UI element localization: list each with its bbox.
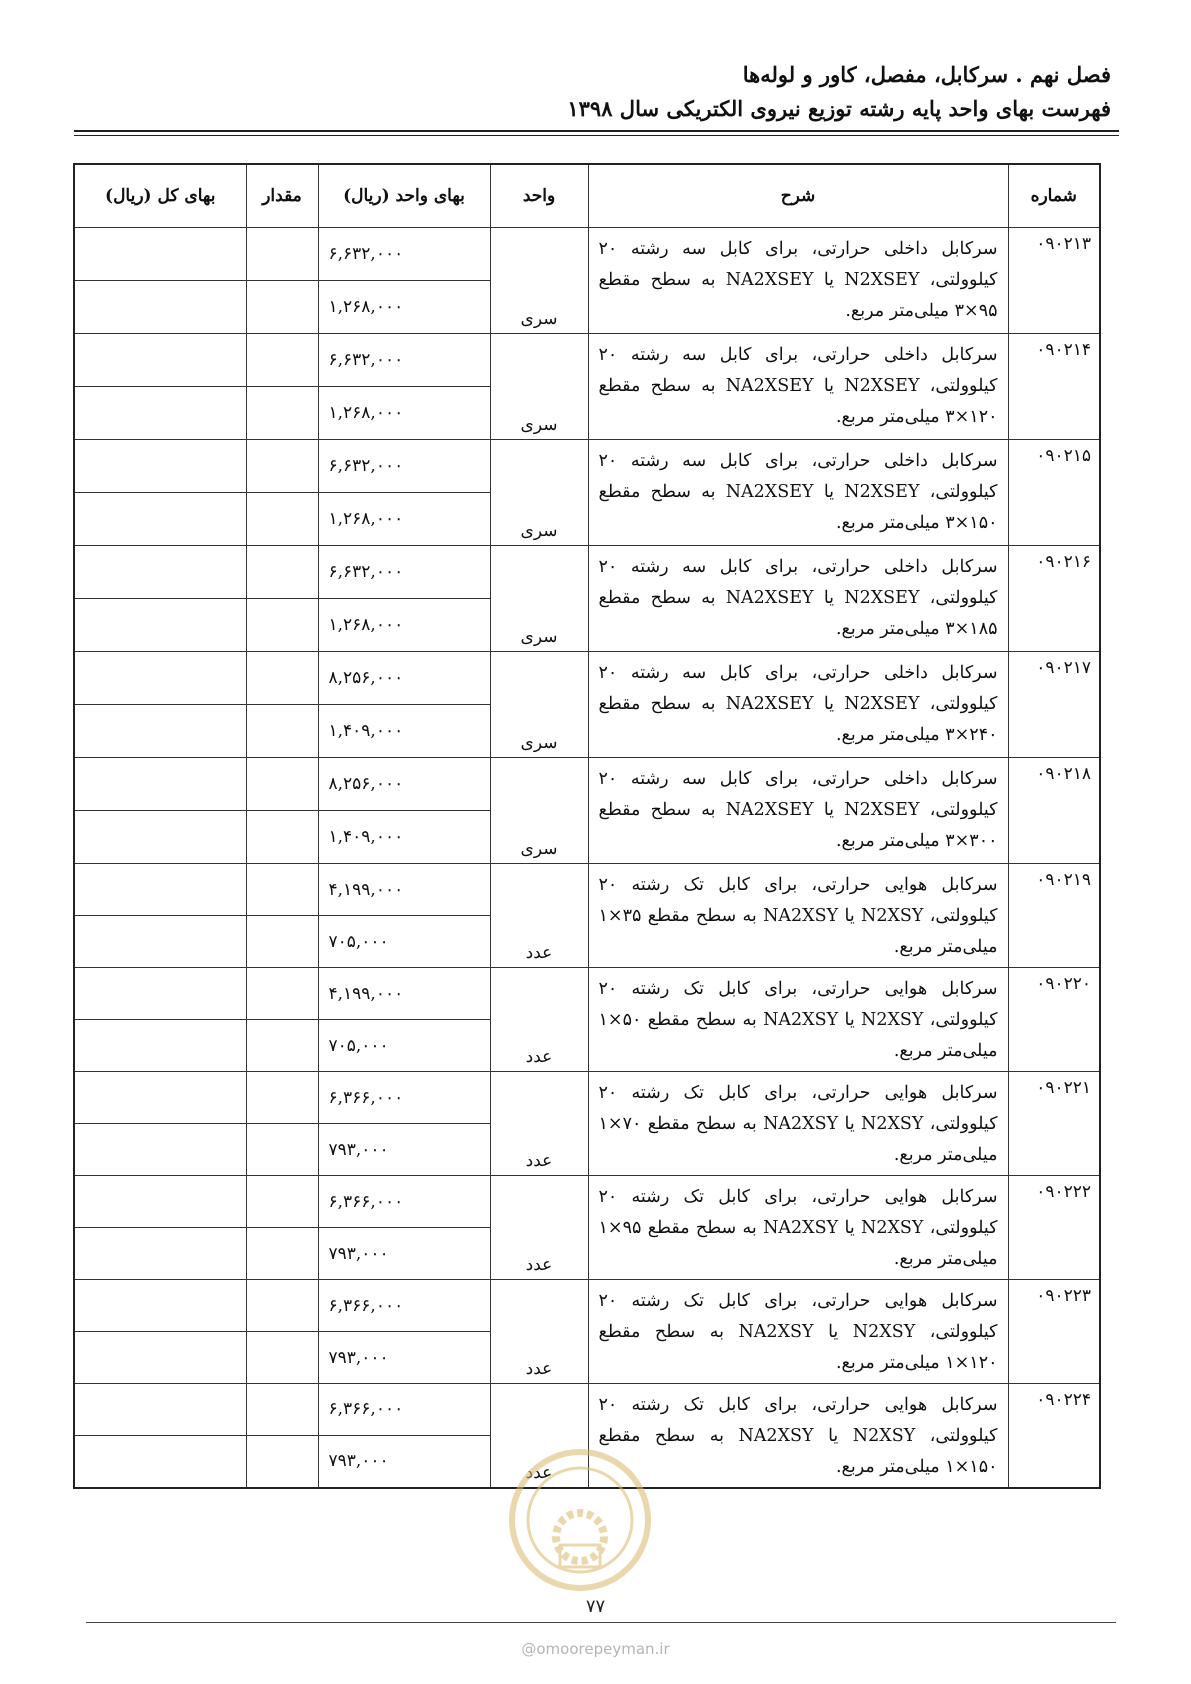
quantity-cell [246,1280,318,1332]
unit-price-cell [318,599,490,652]
item-code: ۰۹۰۲۱۶ [1008,546,1100,652]
header-description: شرح [588,164,1008,228]
unit-price-2: ۱,۴۰۹,۰۰۰ [328,721,404,741]
quantity-cell [246,811,318,864]
unit-price-cell [318,864,490,916]
total-price-cell [74,811,246,864]
quantity-cell [246,864,318,916]
item-description: سرکابل داخلی حرارتی، برای کابل سه رشته ۲۰ کیلوولتی، N2XSEY یا NA2XSEY به سطح مقطع ۲۴۰×۳ میلی‌متر مربع. [588,652,1008,758]
total-price-cell [74,281,246,334]
quantity-cell [246,1124,318,1176]
header-unit-price: بهای واحد (ریال) [318,164,490,228]
quantity-cell [246,440,318,493]
quantity-cell [246,705,318,758]
unit-price-cell [318,1176,490,1228]
item-unit: عدد [490,1280,588,1384]
unit-price-cell [318,228,490,281]
item-unit: عدد [490,1384,588,1489]
unit-price-2: ۷۹۳,۰۰۰ [328,1347,389,1368]
item-unit: سری [490,228,588,334]
header-rule-thin [74,135,1119,136]
header-total-price: بهای کل (ریال) [74,164,246,228]
item-unit: عدد [490,1176,588,1280]
unit-price-cell [318,546,490,599]
unit-price-cell [318,440,490,493]
total-price-cell [74,1332,246,1384]
unit-price-cell [318,1228,490,1280]
unit-price-cell [318,387,490,440]
unit-price-cell [318,281,490,334]
unit-price-1: ۸,۲۵۶,۰۰۰ [328,774,404,794]
item-code: ۰۹۰۲۱۳ [1008,228,1100,334]
item-description: سرکابل داخلی حرارتی، برای کابل سه رشته ۲۰ کیلوولتی، N2XSEY یا NA2XSEY به سطح مقطع ۹۵×۳ میلی‌متر مربع. [588,228,1008,334]
unit-price-cell [318,1280,490,1332]
table-header-row [74,164,1100,228]
header-quantity: مقدار [246,164,318,228]
total-price-cell [74,334,246,387]
item-code: ۰۹۰۲۱۹ [1008,864,1100,968]
item-description: سرکابل هوایی حرارتی، برای کابل تک رشته ۲۰ کیلوولتی، N2XSY یا NA2XSY به سطح مقطع ۳۵×۱ میلی‌متر مربع. [588,864,1008,968]
total-price-cell [74,1228,246,1280]
total-price-cell [74,599,246,652]
watermark-site: @omoorepeyman.ir [521,1640,670,1658]
table-row [74,1384,1100,1436]
total-price-cell [74,916,246,968]
item-description: سرکابل هوایی حرارتی، برای کابل تک رشته ۲۰ کیلوولتی، N2XSY یا NA2XSY به سطح مقطع ۱۲۰×۱ میلی‌متر مربع. [588,1280,1008,1384]
item-code: ۰۹۰۲۲۲ [1008,1176,1100,1280]
unit-price-1: ۶,۶۳۲,۰۰۰ [328,456,404,476]
unit-price-cell [318,493,490,546]
unit-price-2: ۱,۲۶۸,۰۰۰ [328,509,404,529]
total-price-cell [74,1124,246,1176]
total-price-cell [74,705,246,758]
table-row [74,1072,1100,1124]
header-rule-thick [74,130,1119,132]
quantity-cell [246,1176,318,1228]
item-description: سرکابل داخلی حرارتی، برای کابل سه رشته ۲۰ کیلوولتی، N2XSEY یا NA2XSEY به سطح مقطع ۱۲۰×۳ میلی‌متر مربع. [588,334,1008,440]
table-row [74,1280,1100,1332]
total-price-cell [74,1072,246,1124]
unit-price-2: ۷۰۵,۰۰۰ [328,931,389,952]
total-price-cell [74,864,246,916]
quantity-cell [246,968,318,1020]
table-row [74,334,1100,387]
total-price-cell [74,228,246,281]
quantity-cell [246,281,318,334]
unit-price-2: ۷۹۳,۰۰۰ [328,1139,389,1160]
quantity-cell [246,916,318,968]
document-title: فهرست بهای واحد پایه رشته توزیع نیروی الکتریکی سال ۱۳۹۸ [567,96,1111,121]
header-number: شماره [1008,164,1100,228]
item-unit: سری [490,334,588,440]
unit-price-cell [318,1020,490,1072]
total-price-cell [74,546,246,599]
unit-price-1: ۶,۳۶۶,۰۰۰ [328,1399,404,1420]
page-header [567,58,1111,126]
unit-price-2: ۱,۲۶۸,۰۰۰ [328,615,404,635]
chapter-title: فصل نهم . سرکابل، مفصل، کاور و لوله‌ها [742,62,1111,87]
total-price-cell [74,440,246,493]
item-description: سرکابل داخلی حرارتی، برای کابل سه رشته ۲۰ کیلوولتی، N2XSEY یا NA2XSEY به سطح مقطع ۳۰۰×۳ میلی‌متر مربع. [588,758,1008,864]
total-price-cell [74,1280,246,1332]
quantity-cell [246,1435,318,1488]
quantity-cell [246,1228,318,1280]
item-unit: سری [490,546,588,652]
unit-price-1: ۶,۳۶۶,۰۰۰ [328,1087,404,1108]
quantity-cell [246,493,318,546]
quantity-cell [246,334,318,387]
item-unit: عدد [490,968,588,1072]
item-unit: عدد [490,1072,588,1176]
item-code: ۰۹۰۲۲۰ [1008,968,1100,1072]
total-price-cell [74,1384,246,1436]
unit-price-1: ۶,۶۳۲,۰۰۰ [328,244,404,264]
header-unit: واحد [490,164,588,228]
item-code: ۰۹۰۲۲۴ [1008,1384,1100,1489]
quantity-cell [246,387,318,440]
unit-price-cell [318,1384,490,1436]
quantity-cell [246,758,318,811]
total-price-cell [74,758,246,811]
item-code: ۰۹۰۲۱۷ [1008,652,1100,758]
table-row [74,758,1100,811]
quantity-cell [246,652,318,705]
item-unit: عدد [490,864,588,968]
unit-price-cell [318,811,490,864]
item-code: ۰۹۰۲۱۵ [1008,440,1100,546]
item-unit: سری [490,652,588,758]
quantity-cell [246,228,318,281]
unit-price-2: ۷۹۳,۰۰۰ [328,1451,389,1472]
item-code: ۰۹۰۲۱۴ [1008,334,1100,440]
table-row [74,864,1100,916]
item-description: سرکابل هوایی حرارتی، برای کابل تک رشته ۲۰ کیلوولتی، N2XSY یا NA2XSY به سطح مقطع ۹۵×۱ میلی‌متر مربع. [588,1176,1008,1280]
item-description: سرکابل داخلی حرارتی، برای کابل سه رشته ۲۰ کیلوولتی، N2XSEY یا NA2XSEY به سطح مقطع ۱۸۵×۳ میلی‌متر مربع. [588,546,1008,652]
item-description: سرکابل هوایی حرارتی، برای کابل تک رشته ۲۰ کیلوولتی، N2XSY یا NA2XSY به سطح مقطع ۱۵۰×۱ میلی‌متر مربع. [588,1384,1008,1489]
unit-price-cell [318,705,490,758]
unit-price-1: ۴,۱۹۹,۰۰۰ [328,983,404,1004]
price-table [73,163,1101,1489]
total-price-cell [74,387,246,440]
item-code: ۰۹۰۲۲۱ [1008,1072,1100,1176]
total-price-cell [74,1435,246,1488]
quantity-cell [246,1072,318,1124]
unit-price-cell [318,1332,490,1384]
table-body [74,228,1100,1489]
quantity-cell [246,1384,318,1436]
unit-price-2: ۱,۲۶۸,۰۰۰ [328,297,404,317]
item-description: سرکابل هوایی حرارتی، برای کابل تک رشته ۲۰ کیلوولتی، N2XSY یا NA2XSY به سطح مقطع ۷۰×۱ میلی‌متر مربع. [588,1072,1008,1176]
footer-rule [86,1622,1116,1623]
total-price-cell [74,652,246,705]
unit-price-1: ۶,۶۳۲,۰۰۰ [328,562,404,582]
quantity-cell [246,546,318,599]
unit-price-2: ۷۰۵,۰۰۰ [328,1035,389,1056]
item-code: ۰۹۰۲۱۸ [1008,758,1100,864]
table-row [74,546,1100,599]
unit-price-cell [318,652,490,705]
quantity-cell [246,1020,318,1072]
unit-price-1: ۴,۱۹۹,۰۰۰ [328,879,404,900]
quantity-cell [246,1332,318,1384]
item-code: ۰۹۰۲۲۳ [1008,1280,1100,1384]
unit-price-cell [318,1072,490,1124]
unit-price-cell [318,916,490,968]
unit-price-cell [318,334,490,387]
unit-price-cell [318,968,490,1020]
unit-price-1: ۶,۳۶۶,۰۰۰ [328,1295,404,1316]
unit-price-2: ۱,۲۶۸,۰۰۰ [328,403,404,423]
quantity-cell [246,599,318,652]
total-price-cell [74,1176,246,1228]
item-unit: سری [490,440,588,546]
total-price-cell [74,1020,246,1072]
unit-price-2: ۱,۴۰۹,۰۰۰ [328,827,404,847]
unit-price-1: ۸,۲۵۶,۰۰۰ [328,668,404,688]
total-price-cell [74,493,246,546]
item-description: سرکابل داخلی حرارتی، برای کابل سه رشته ۲۰ کیلوولتی، N2XSEY یا NA2XSEY به سطح مقطع ۱۵۰×۳ میلی‌متر مربع. [588,440,1008,546]
total-price-cell [74,968,246,1020]
table-row [74,652,1100,705]
table-row [74,1176,1100,1228]
item-unit: سری [490,758,588,864]
unit-price-cell [318,758,490,811]
unit-price-1: ۶,۶۳۲,۰۰۰ [328,350,404,370]
unit-price-cell [318,1435,490,1488]
table-row [74,968,1100,1020]
page-number: ۷۷ [585,1596,606,1617]
item-description: سرکابل هوایی حرارتی، برای کابل تک رشته ۲۰ کیلوولتی، N2XSY یا NA2XSY به سطح مقطع ۵۰×۱ میلی‌متر مربع. [588,968,1008,1072]
table-row [74,228,1100,281]
table-row [74,440,1100,493]
unit-price-1: ۶,۳۶۶,۰۰۰ [328,1191,404,1212]
unit-price-cell [318,1124,490,1176]
unit-price-2: ۷۹۳,۰۰۰ [328,1243,389,1264]
